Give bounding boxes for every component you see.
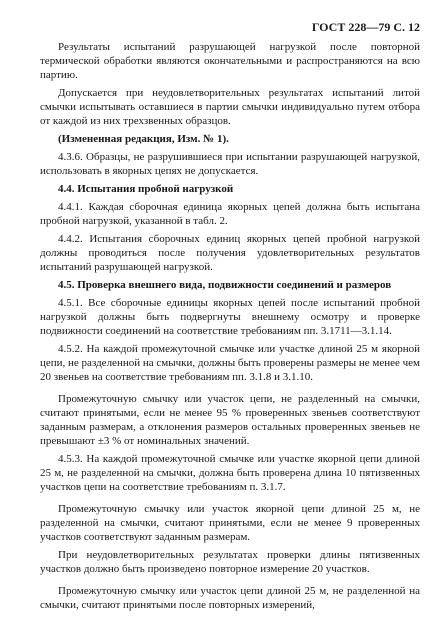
paragraph: При неудовлетворительных результатах проверки длины пятизвенных участков должно быть произведено повторное измерение 20 участков. — [40, 549, 420, 575]
amendment-note: (Измененная редакция, Изм. № 1). — [58, 133, 229, 145]
section-heading: 4.4. Испытания пробной нагрузкой — [58, 183, 234, 195]
document-body — [40, 40, 420, 616]
paragraph: 4.3.6. Образцы, не разрушившиеся при испытании разрушающей нагрузкой, использовать в якорных цепях не допускается. — [40, 151, 420, 177]
paragraph: 4.5.1. Все сборочные единицы якорных цепей после испытаний пробной нагрузкой должны быть подвергнуты внешнему осмотру и проверке подвижности соединений на соответствие требованиям пп. 3.1711—3.1.14. — [40, 297, 420, 337]
paragraph: 4.4.1. Каждая сборочная единица якорных цепей должна быть испытана пробной нагрузкой, указанной в табл. 2. — [40, 201, 420, 227]
paragraph: 4.4.2. Испытания сборочных единиц якорных цепей пробной нагрузкой должны проводиться после получения удовлетворительных результатов испытаний разрушающей нагрузкой. — [40, 233, 420, 273]
paragraph: Промежуточную смычку или участок цепи, не разделенный на смычки, считают принятыми, если не менее 95 % проверенных звеньев соответствуют заданным размерам, а отклонения размеров остальных проверенных звеньев не превышают ±3 % от номинальных значений. — [40, 393, 420, 447]
page-header: ГОСТ 228—79 С. 12 — [311, 20, 420, 34]
paragraph: Промежуточную смычку или участок якорной цепи длиной 25 м, не разделенной на смычки, считают принятыми, если не менее 9 проверенных участков соответствуют заданным размерам. — [40, 503, 420, 543]
paragraph: Допускается при неудовлетворительных результатах испытаний литой смычки испытывать оставшиеся в партии смычки индивидуально путем отбора от каждой из них трехзвенных образцов. — [40, 87, 420, 127]
paragraph: 4.5.3. На каждой промежуточной смычке или участке якорной цепи длиной 25 м, не разделенной на смычки, должна быть проверена длина 10 пятизвенных участков цепи на соответствие требованиям п. 3.1.7. — [40, 453, 420, 493]
paragraph: 4.5.2. На каждой промежуточной смычке или участке длиной 25 м якорной цепи, не разделенной на смычки, должны быть проверены размеры не менее чем 20 звеньев на соответствие требованиям пп. 3.1.8 и 3.1.10. — [40, 343, 420, 383]
paragraph: Результаты испытаний разрушающей нагрузкой после повторной термической обработки являются окончательными и распространяются на всю партию. — [40, 41, 420, 81]
section-heading: 4.5. Проверка внешнего вида, подвижности соединений и размеров — [58, 279, 392, 291]
paragraph: Промежуточную смычку или участок цепи длиной 25 м, не разделенной на смычки, считают принятыми после повторных измерений, — [40, 585, 420, 611]
